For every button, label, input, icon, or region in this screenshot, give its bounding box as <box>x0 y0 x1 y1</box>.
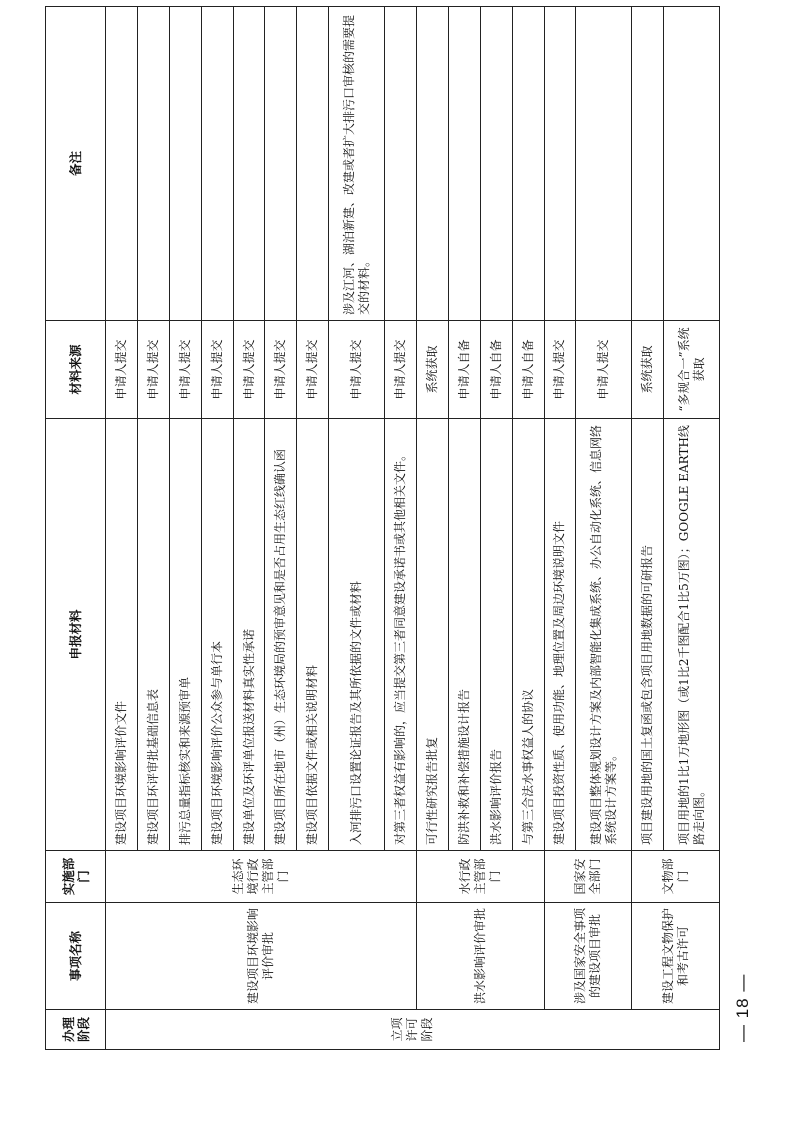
material-cell: 项目建设用地的国土复函或包含项目用地数据的可研报告 <box>632 419 664 851</box>
source-cell: 申请人提交 <box>137 321 169 419</box>
item-name-cell: 建设项目环境影响评价审批 <box>106 903 417 1010</box>
item-name-cell: 洪水影响评价审批 <box>416 903 544 1010</box>
dept-cell: 国家安全部门 <box>544 851 632 903</box>
source-cell: 申请人提交 <box>329 321 385 419</box>
source-cell: 申请人提交 <box>106 321 138 419</box>
item-name-cell: 涉及国家安全事项的建设项目审批 <box>544 903 632 1010</box>
source-cell: 申请人自备 <box>512 321 544 419</box>
material-cell: 建设项目环评审批基础信息表 <box>137 419 169 851</box>
note-cell <box>576 7 632 321</box>
page-number: — 18 — <box>733 973 752 1042</box>
source-cell: 申请人提交 <box>385 321 417 419</box>
approval-materials-table <box>45 6 720 1050</box>
source-cell: 系统获取 <box>632 321 664 419</box>
source-cell: 申请人提交 <box>544 321 576 419</box>
table-row <box>544 7 576 1050</box>
note-cell <box>448 7 480 321</box>
header-row <box>46 7 106 1050</box>
material-cell: 建设项目所在地市（州）生态环境局的预审意见和是否占用生态红线确认函 <box>265 419 297 851</box>
approval-table-container <box>45 7 720 1050</box>
material-cell: 建设项目整体规划设计方案及内部智能化集成系统、办公自动化系统、信息网络系统设计方案等。 <box>576 419 632 851</box>
source-cell: 申请人提交 <box>576 321 632 419</box>
material-cell: 入河排污口设置论证报告及其所依据的文件或材料 <box>329 419 385 851</box>
note-cell <box>169 7 201 321</box>
note-cell <box>480 7 512 321</box>
material-cell: 洪水影响评价报告 <box>480 419 512 851</box>
source-cell: “多规合一”系统获取 <box>664 321 720 419</box>
material-cell: 建设项目环境影响评价公众参与单行本 <box>201 419 233 851</box>
stage-cell: 立项许可阶段 <box>106 1010 720 1050</box>
header-source: 材料来源 <box>46 321 106 419</box>
material-cell: 可行性研究报告批复 <box>416 419 448 851</box>
source-cell: 申请人提交 <box>169 321 201 419</box>
material-cell: 建设项目依据文件或相关说明材料 <box>297 419 329 851</box>
note-cell <box>632 7 664 321</box>
material-cell: 建设项目投资性质、使用功能、地理位置及周边环境说明文件 <box>544 419 576 851</box>
note-cell <box>512 7 544 321</box>
material-cell: 项目用地的1比1万地形图（或1比2千图配合1比5万图）；GOOGLE EARTH线路走向图。 <box>664 419 720 851</box>
source-cell: 申请人提交 <box>201 321 233 419</box>
material-cell: 建设单位及环评单位报送材料真实性承诺 <box>233 419 265 851</box>
note-cell: 涉及江河、湖泊新建、改建或者扩大排污口审核的需要提交的材料。 <box>329 7 385 321</box>
table-row <box>632 7 664 1050</box>
header-item-name: 事项名称 <box>46 903 106 1010</box>
source-cell: 申请人提交 <box>265 321 297 419</box>
source-cell: 申请人自备 <box>448 321 480 419</box>
note-cell <box>385 7 417 321</box>
source-cell: 申请人自备 <box>480 321 512 419</box>
header-dept: 实施部门 <box>46 851 106 903</box>
note-cell <box>297 7 329 321</box>
header-stage: 办理阶段 <box>46 1010 106 1050</box>
header-note: 备注 <box>46 7 106 321</box>
note-cell <box>137 7 169 321</box>
item-name-cell: 建设工程文物保护和考古许可 <box>632 903 720 1010</box>
note-cell <box>201 7 233 321</box>
table-row <box>416 7 448 1050</box>
header-material: 申报材料 <box>46 419 106 851</box>
note-cell <box>664 7 720 321</box>
table-row <box>106 7 138 1050</box>
source-cell: 申请人提交 <box>233 321 265 419</box>
dept-cell: 文物部门 <box>632 851 720 903</box>
source-cell: 申请人提交 <box>297 321 329 419</box>
note-cell <box>416 7 448 321</box>
note-cell <box>544 7 576 321</box>
note-cell <box>265 7 297 321</box>
material-cell: 防洪补救和补偿措施设计报告 <box>448 419 480 851</box>
material-cell: 与第三合法水事权益人的协议 <box>512 419 544 851</box>
material-cell: 排污总量指标核实和来源预审单 <box>169 419 201 851</box>
dept-cell: 水行政主管部门 <box>416 851 544 903</box>
source-cell: 系统获取 <box>416 321 448 419</box>
note-cell <box>106 7 138 321</box>
material-cell: 建设项目环境影响评价文件 <box>106 419 138 851</box>
dept-cell: 生态环境行政主管部门 <box>106 851 417 903</box>
note-cell <box>233 7 265 321</box>
material-cell: 对第三者权益有影响的，应当提交第三者同意建设承诺书或其他相关文件。 <box>385 419 417 851</box>
